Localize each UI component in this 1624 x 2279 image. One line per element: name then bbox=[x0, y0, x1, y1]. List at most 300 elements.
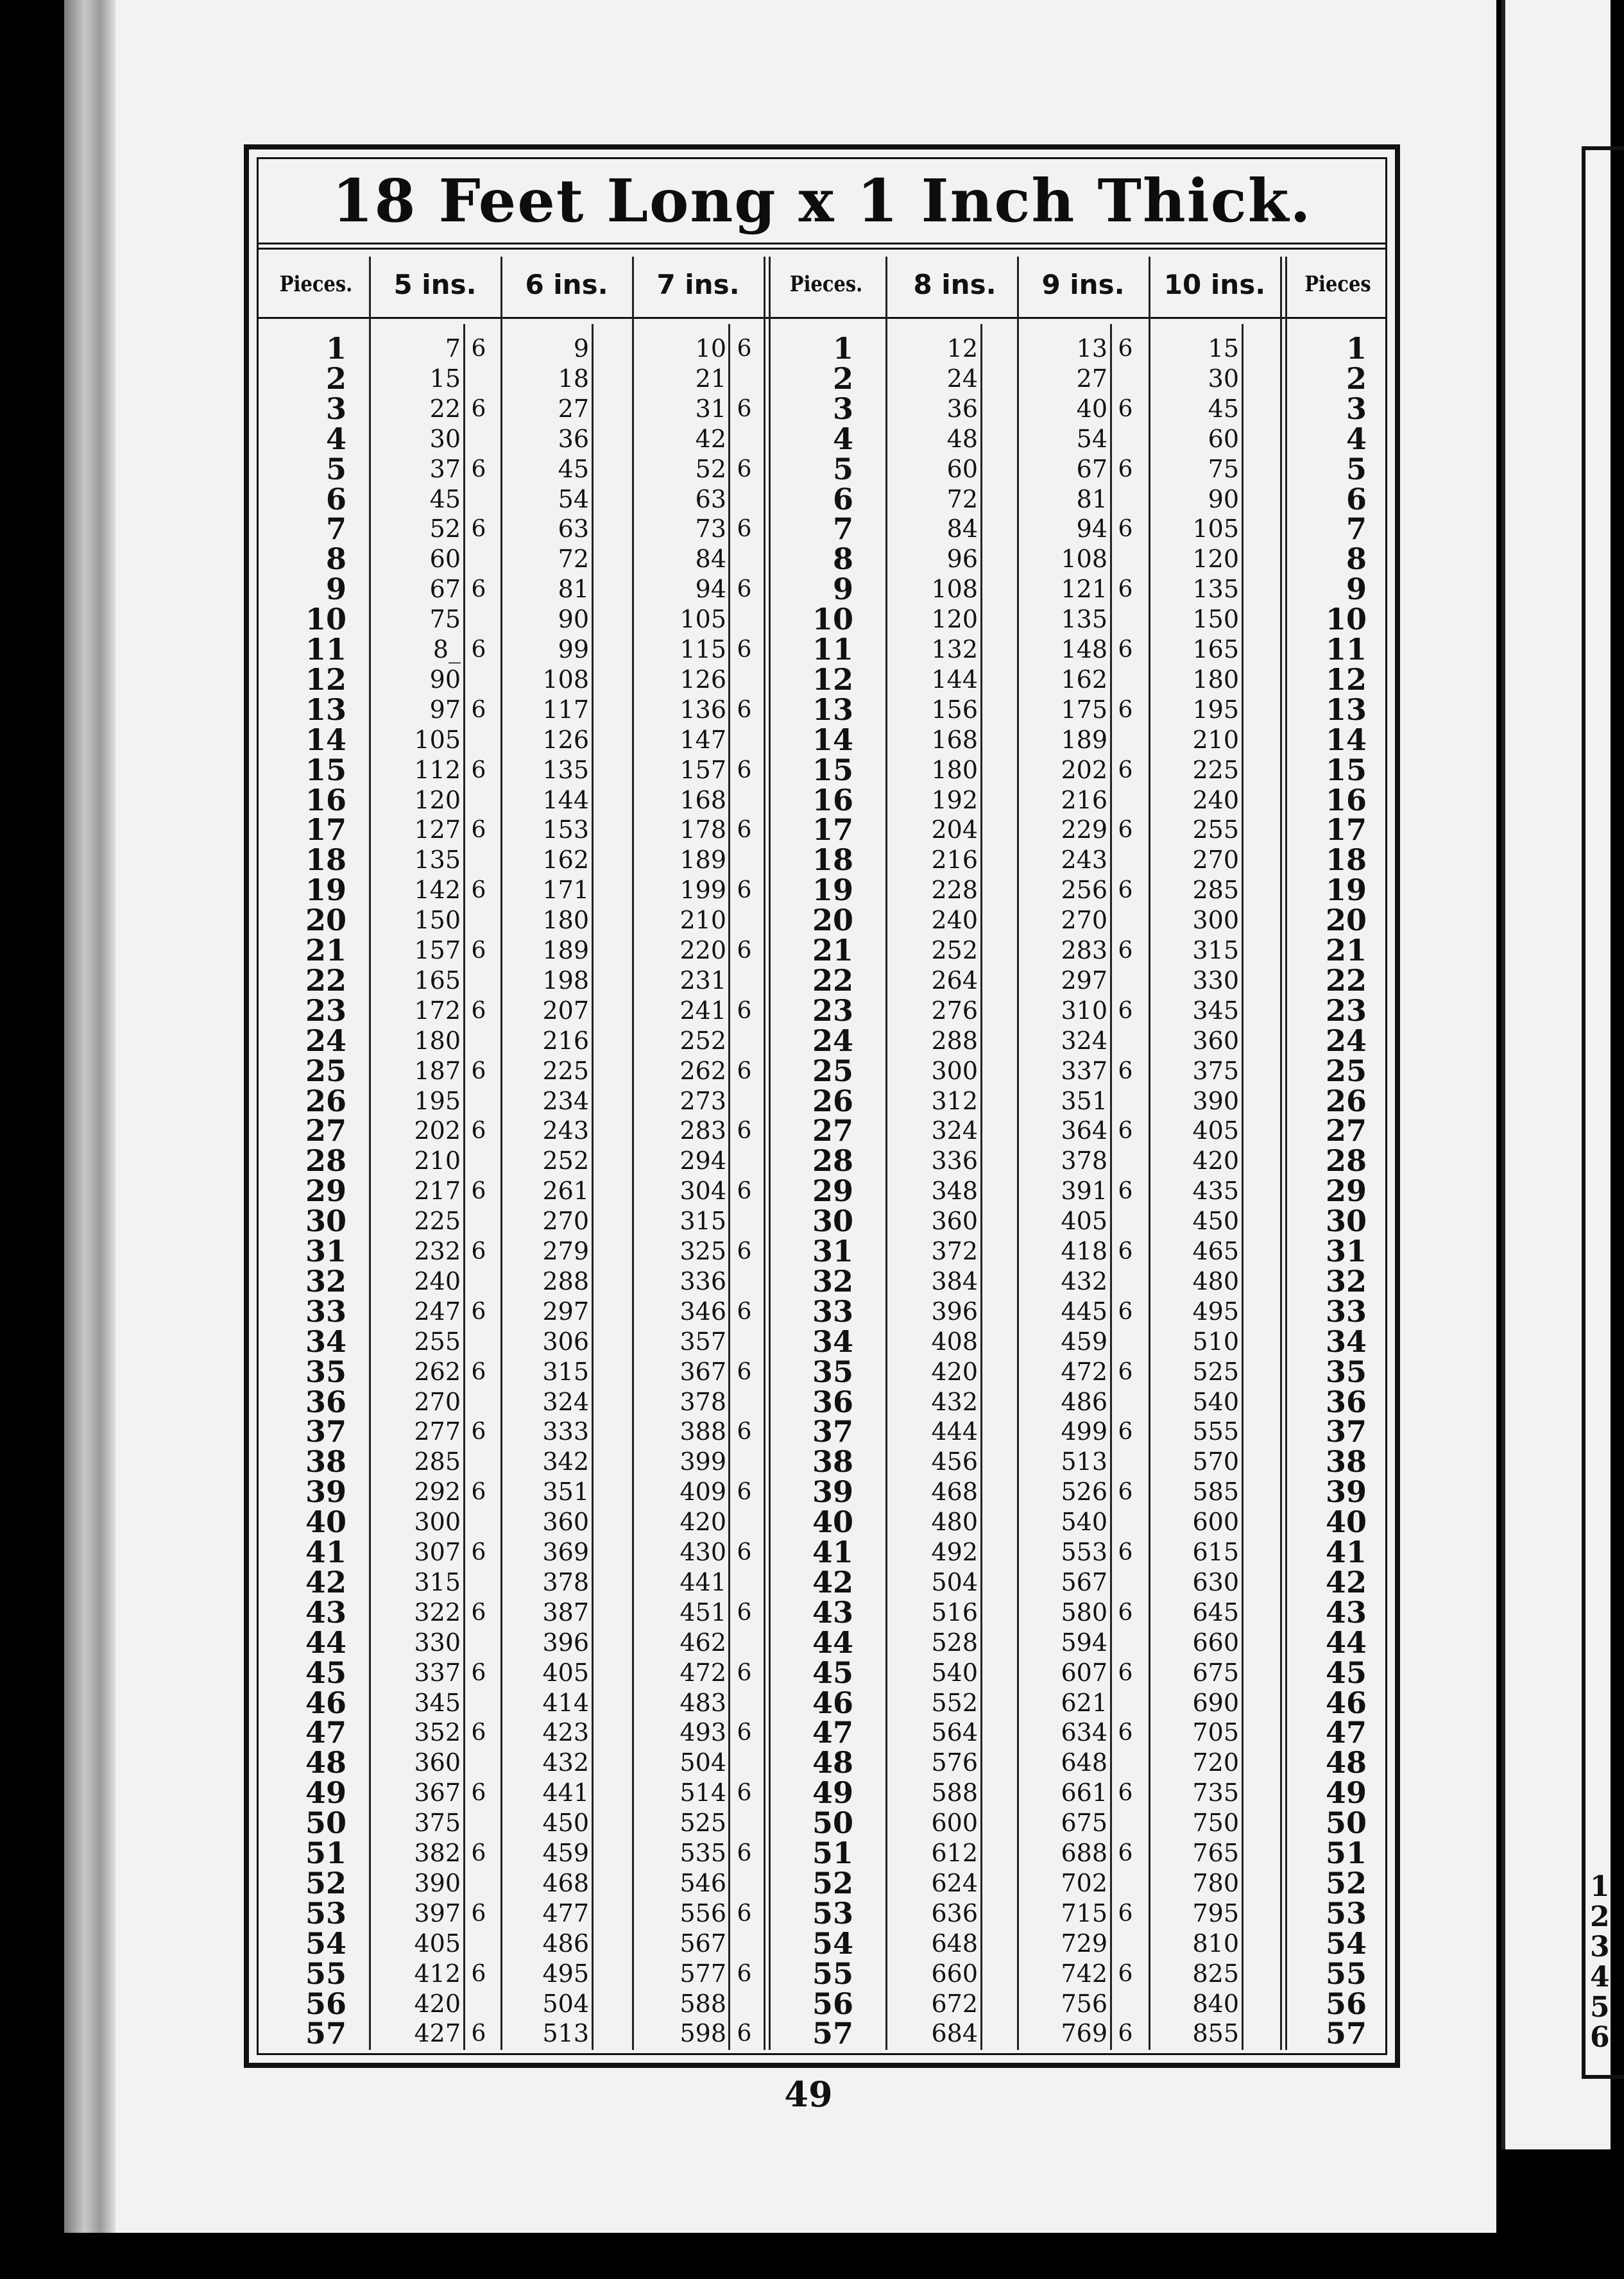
value-5-ins: 210 bbox=[414, 1147, 461, 1175]
header-pieces-3: Pieces bbox=[1304, 271, 1371, 297]
pieces-cell: 13 bbox=[1325, 692, 1367, 727]
value-9-ins: 756 bbox=[1061, 1990, 1107, 2018]
value-6-ins: 441 bbox=[542, 1779, 589, 1807]
value-6-ins: 18 bbox=[558, 364, 589, 393]
value-7-ins: 220 bbox=[680, 936, 726, 964]
value-6-ins: 297 bbox=[542, 1297, 589, 1326]
value-6-ins: 243 bbox=[542, 1116, 589, 1145]
pieces-cell: 48 bbox=[305, 1745, 346, 1780]
half-inch-mark: 6 bbox=[737, 697, 752, 723]
value-10-ins: 165 bbox=[1192, 635, 1239, 663]
half-inch-mark: 6 bbox=[471, 396, 486, 422]
value-8-ins: 288 bbox=[931, 1027, 978, 1055]
value-7-ins: 357 bbox=[680, 1327, 726, 1356]
value-8-ins: 612 bbox=[931, 1839, 978, 1867]
value-7-ins: 598 bbox=[680, 2019, 726, 2047]
pieces-cell: 8 bbox=[325, 542, 346, 576]
half-inch-mark: 6 bbox=[737, 396, 752, 422]
value-10-ins: 780 bbox=[1192, 1869, 1239, 1897]
value-9-ins: 688 bbox=[1061, 1839, 1107, 1867]
value-7-ins: 325 bbox=[680, 1237, 726, 1265]
half-inch-mark: 6 bbox=[471, 1660, 486, 1686]
value-7-ins: 346 bbox=[680, 1297, 726, 1326]
value-8-ins: 516 bbox=[931, 1598, 978, 1626]
pieces-cell: 56 bbox=[1325, 1986, 1367, 2021]
pieces-cell: 53 bbox=[1325, 1896, 1367, 1931]
half-rule bbox=[728, 324, 730, 2050]
value-9-ins: 81 bbox=[1076, 485, 1107, 513]
pieces-cell: 45 bbox=[1325, 1655, 1367, 1690]
value-7-ins: 42 bbox=[695, 425, 726, 453]
value-6-ins: 459 bbox=[542, 1839, 589, 1867]
value-5-ins: 52 bbox=[429, 515, 461, 543]
value-8-ins: 528 bbox=[931, 1628, 978, 1657]
value-8-ins: 84 bbox=[946, 515, 978, 543]
value-9-ins: 499 bbox=[1061, 1417, 1107, 1446]
column-rule bbox=[500, 257, 502, 2050]
value-9-ins: 769 bbox=[1061, 2019, 1107, 2047]
half-inch-mark: 6 bbox=[737, 877, 752, 903]
value-10-ins: 615 bbox=[1192, 1538, 1239, 1566]
value-10-ins: 60 bbox=[1208, 425, 1239, 453]
value-7-ins: 126 bbox=[680, 665, 726, 694]
value-7-ins: 168 bbox=[680, 786, 726, 814]
value-10-ins: 285 bbox=[1192, 876, 1239, 904]
pieces-cell: 15 bbox=[305, 753, 346, 787]
pieces-cell: 32 bbox=[812, 1264, 853, 1299]
half-inch-mark: 6 bbox=[737, 1359, 752, 1385]
value-9-ins: 553 bbox=[1061, 1538, 1107, 1566]
value-5-ins: 75 bbox=[429, 605, 461, 633]
pieces-cell: 5 bbox=[325, 452, 346, 486]
value-5-ins: 8_ bbox=[432, 635, 461, 663]
pieces-cell: 18 bbox=[305, 842, 346, 877]
half-inch-mark: 6 bbox=[737, 1238, 752, 1265]
value-9-ins: 202 bbox=[1061, 756, 1107, 784]
pieces-cell: 46 bbox=[1325, 1686, 1367, 1720]
value-5-ins: 37 bbox=[429, 455, 461, 483]
value-7-ins: 21 bbox=[695, 364, 726, 393]
value-6-ins: 9 bbox=[573, 334, 589, 363]
value-8-ins: 120 bbox=[931, 605, 978, 633]
pieces-cell: 6 bbox=[832, 482, 853, 516]
value-5-ins: 90 bbox=[429, 665, 461, 694]
pieces-cell: 50 bbox=[305, 1805, 346, 1840]
value-6-ins: 180 bbox=[542, 906, 589, 934]
pieces-cell: 19 bbox=[812, 873, 853, 907]
pieces-cell: 5 bbox=[832, 452, 853, 486]
value-6-ins: 423 bbox=[542, 1718, 589, 1746]
header-7-ins: 7 ins. bbox=[656, 268, 740, 300]
pieces-cell: 2 bbox=[325, 361, 346, 396]
value-6-ins: 387 bbox=[542, 1598, 589, 1626]
pieces-cell: 25 bbox=[305, 1054, 346, 1088]
half-inch-mark: 6 bbox=[1118, 1178, 1133, 1204]
pieces-cell: 29 bbox=[812, 1174, 853, 1208]
value-5-ins: 45 bbox=[429, 485, 461, 513]
value-8-ins: 96 bbox=[946, 545, 978, 573]
pieces-cell: 42 bbox=[305, 1565, 346, 1600]
value-9-ins: 364 bbox=[1061, 1116, 1107, 1145]
value-9-ins: 54 bbox=[1076, 425, 1107, 453]
half-inch-mark: 6 bbox=[471, 636, 486, 663]
half-inch-mark: 6 bbox=[737, 817, 752, 843]
value-5-ins: 225 bbox=[414, 1207, 461, 1235]
pieces-cell: 25 bbox=[1325, 1054, 1367, 1088]
value-8-ins: 660 bbox=[931, 1959, 978, 1988]
half-inch-mark: 6 bbox=[471, 1840, 486, 1866]
value-5-ins: 240 bbox=[414, 1267, 461, 1295]
pieces-cell: 20 bbox=[1325, 903, 1367, 937]
value-5-ins: 390 bbox=[414, 1869, 461, 1897]
value-9-ins: 40 bbox=[1076, 395, 1107, 423]
half-rule bbox=[1242, 324, 1244, 2050]
column-rule bbox=[885, 257, 887, 2050]
pieces-cell: 41 bbox=[812, 1535, 853, 1569]
half-inch-mark: 6 bbox=[1118, 1238, 1133, 1265]
value-5-ins: 172 bbox=[414, 996, 461, 1025]
column-rule bbox=[764, 257, 765, 2050]
value-5-ins: 315 bbox=[414, 1568, 461, 1596]
value-9-ins: 27 bbox=[1076, 364, 1107, 393]
value-8-ins: 588 bbox=[931, 1779, 978, 1807]
pieces-cell: 55 bbox=[305, 1956, 346, 1991]
pieces-cell: 23 bbox=[1325, 993, 1367, 1028]
value-7-ins: 462 bbox=[680, 1628, 726, 1657]
pieces-cell: 5 bbox=[1346, 452, 1367, 486]
half-inch-mark: 6 bbox=[737, 998, 752, 1024]
facing-page-number: 3 bbox=[1590, 1931, 1610, 1963]
half-inch-mark: 6 bbox=[737, 757, 752, 783]
pieces-cell: 8 bbox=[1346, 542, 1367, 576]
value-7-ins: 94 bbox=[695, 575, 726, 603]
value-5-ins: 127 bbox=[414, 815, 461, 844]
pieces-cell: 49 bbox=[1325, 1775, 1367, 1810]
half-inch-mark: 6 bbox=[737, 1299, 752, 1325]
value-9-ins: 270 bbox=[1061, 906, 1107, 934]
value-10-ins: 180 bbox=[1192, 665, 1239, 694]
value-7-ins: 157 bbox=[680, 756, 726, 784]
value-10-ins: 270 bbox=[1192, 846, 1239, 874]
value-8-ins: 456 bbox=[931, 1447, 978, 1476]
value-9-ins: 648 bbox=[1061, 1748, 1107, 1777]
half-inch-mark: 6 bbox=[1118, 1359, 1133, 1385]
value-6-ins: 279 bbox=[542, 1237, 589, 1265]
value-7-ins: 367 bbox=[680, 1358, 726, 1386]
value-5-ins: 247 bbox=[414, 1297, 461, 1326]
value-8-ins: 564 bbox=[931, 1718, 978, 1746]
value-6-ins: 144 bbox=[542, 786, 589, 814]
pieces-cell: 17 bbox=[1325, 812, 1367, 847]
value-10-ins: 855 bbox=[1192, 2019, 1239, 2047]
value-5-ins: 322 bbox=[414, 1598, 461, 1626]
value-8-ins: 540 bbox=[931, 1659, 978, 1687]
half-inch-mark: 6 bbox=[1118, 1660, 1133, 1686]
value-10-ins: 810 bbox=[1192, 1929, 1239, 1958]
value-6-ins: 261 bbox=[542, 1177, 589, 1205]
value-6-ins: 54 bbox=[558, 485, 589, 513]
pieces-cell: 23 bbox=[812, 993, 853, 1028]
value-10-ins: 840 bbox=[1192, 1990, 1239, 2018]
value-10-ins: 765 bbox=[1192, 1839, 1239, 1867]
value-8-ins: 192 bbox=[931, 786, 978, 814]
value-9-ins: 297 bbox=[1061, 966, 1107, 994]
page-number: 49 bbox=[784, 2074, 833, 2115]
value-8-ins: 12 bbox=[946, 334, 978, 363]
pieces-cell: 36 bbox=[305, 1385, 346, 1419]
value-6-ins: 36 bbox=[558, 425, 589, 453]
value-5-ins: 420 bbox=[414, 1990, 461, 2018]
value-10-ins: 45 bbox=[1208, 395, 1239, 423]
value-5-ins: 67 bbox=[429, 575, 461, 603]
value-8-ins: 240 bbox=[931, 906, 978, 934]
pieces-cell: 57 bbox=[812, 2016, 853, 2051]
half-inch-mark: 6 bbox=[1118, 2020, 1133, 2047]
value-6-ins: 135 bbox=[542, 756, 589, 784]
value-8-ins: 132 bbox=[931, 635, 978, 663]
value-8-ins: 492 bbox=[931, 1538, 978, 1566]
column-rule bbox=[1280, 257, 1282, 2050]
value-6-ins: 360 bbox=[542, 1508, 589, 1536]
value-7-ins: 199 bbox=[680, 876, 726, 904]
pieces-cell: 35 bbox=[1325, 1354, 1367, 1389]
value-7-ins: 493 bbox=[680, 1718, 726, 1746]
value-6-ins: 63 bbox=[558, 515, 589, 543]
value-7-ins: 315 bbox=[680, 1207, 726, 1235]
value-10-ins: 585 bbox=[1192, 1478, 1239, 1506]
value-8-ins: 276 bbox=[931, 996, 978, 1025]
pieces-cell: 39 bbox=[1325, 1474, 1367, 1509]
pieces-cell: 40 bbox=[305, 1505, 346, 1539]
pieces-cell: 57 bbox=[305, 2016, 346, 2051]
value-6-ins: 468 bbox=[542, 1869, 589, 1897]
pieces-cell: 30 bbox=[305, 1204, 346, 1238]
half-inch-mark: 6 bbox=[1118, 877, 1133, 903]
value-8-ins: 228 bbox=[931, 876, 978, 904]
value-6-ins: 432 bbox=[542, 1748, 589, 1777]
value-9-ins: 445 bbox=[1061, 1297, 1107, 1326]
value-9-ins: 634 bbox=[1061, 1718, 1107, 1746]
value-9-ins: 621 bbox=[1061, 1689, 1107, 1717]
value-5-ins: 195 bbox=[414, 1087, 461, 1115]
header-6-ins: 6 ins. bbox=[525, 268, 608, 300]
half-inch-mark: 6 bbox=[471, 937, 486, 964]
value-10-ins: 420 bbox=[1192, 1147, 1239, 1175]
value-9-ins: 607 bbox=[1061, 1659, 1107, 1687]
half-inch-mark: 6 bbox=[737, 336, 752, 362]
value-10-ins: 825 bbox=[1192, 1959, 1239, 1988]
value-5-ins: 7 bbox=[445, 334, 461, 363]
value-10-ins: 510 bbox=[1192, 1327, 1239, 1356]
value-10-ins: 750 bbox=[1192, 1809, 1239, 1837]
pieces-cell: 47 bbox=[305, 1715, 346, 1750]
value-6-ins: 378 bbox=[542, 1568, 589, 1596]
value-9-ins: 391 bbox=[1061, 1177, 1107, 1205]
value-7-ins: 231 bbox=[680, 966, 726, 994]
pieces-cell: 25 bbox=[812, 1054, 853, 1088]
pieces-cell: 48 bbox=[1325, 1745, 1367, 1780]
value-10-ins: 555 bbox=[1192, 1417, 1239, 1446]
value-9-ins: 121 bbox=[1061, 575, 1107, 603]
value-6-ins: 450 bbox=[542, 1809, 589, 1837]
value-9-ins: 729 bbox=[1061, 1929, 1107, 1958]
half-inch-mark: 6 bbox=[1118, 576, 1133, 602]
value-10-ins: 645 bbox=[1192, 1598, 1239, 1626]
value-6-ins: 198 bbox=[542, 966, 589, 994]
header-9-ins: 9 ins. bbox=[1041, 268, 1125, 300]
value-9-ins: 580 bbox=[1061, 1598, 1107, 1626]
value-7-ins: 525 bbox=[680, 1809, 726, 1837]
half-inch-mark: 6 bbox=[471, 1479, 486, 1505]
book-spine bbox=[64, 0, 115, 2233]
value-7-ins: 262 bbox=[680, 1057, 726, 1085]
pieces-cell: 19 bbox=[1325, 873, 1367, 907]
column-rule bbox=[1285, 257, 1287, 2050]
pieces-cell: 11 bbox=[812, 632, 853, 667]
pieces-cell: 6 bbox=[1346, 482, 1367, 516]
value-5-ins: 157 bbox=[414, 936, 461, 964]
value-8-ins: 420 bbox=[931, 1358, 978, 1386]
value-6-ins: 108 bbox=[542, 665, 589, 694]
value-7-ins: 31 bbox=[695, 395, 726, 423]
value-7-ins: 52 bbox=[695, 455, 726, 483]
half-inch-mark: 6 bbox=[1118, 1720, 1133, 1746]
pieces-cell: 29 bbox=[305, 1174, 346, 1208]
value-5-ins: 217 bbox=[414, 1177, 461, 1205]
value-9-ins: 526 bbox=[1061, 1478, 1107, 1506]
value-5-ins: 255 bbox=[414, 1327, 461, 1356]
value-10-ins: 600 bbox=[1192, 1508, 1239, 1536]
half-inch-mark: 6 bbox=[471, 456, 486, 482]
value-8-ins: 300 bbox=[931, 1057, 978, 1085]
value-8-ins: 72 bbox=[946, 485, 978, 513]
value-6-ins: 45 bbox=[558, 455, 589, 483]
value-10-ins: 195 bbox=[1192, 696, 1239, 724]
value-8-ins: 60 bbox=[946, 455, 978, 483]
value-7-ins: 388 bbox=[680, 1417, 726, 1446]
pieces-cell: 21 bbox=[812, 933, 853, 968]
half-inch-mark: 6 bbox=[471, 1299, 486, 1325]
half-inch-mark: 6 bbox=[737, 1539, 752, 1566]
pieces-cell: 38 bbox=[1325, 1444, 1367, 1479]
value-7-ins: 535 bbox=[680, 1839, 726, 1867]
value-7-ins: 10 bbox=[695, 334, 726, 363]
half-inch-mark: 6 bbox=[737, 1600, 752, 1626]
pieces-cell: 28 bbox=[812, 1143, 853, 1178]
value-7-ins: 304 bbox=[680, 1177, 726, 1205]
pieces-cell: 44 bbox=[1325, 1625, 1367, 1660]
half-inch-mark: 6 bbox=[471, 1359, 486, 1385]
pieces-cell: 32 bbox=[1325, 1264, 1367, 1299]
value-9-ins: 108 bbox=[1061, 545, 1107, 573]
value-9-ins: 148 bbox=[1061, 635, 1107, 663]
half-inch-mark: 6 bbox=[1118, 1539, 1133, 1566]
value-9-ins: 216 bbox=[1061, 786, 1107, 814]
value-5-ins: 427 bbox=[414, 2019, 461, 2047]
pieces-cell: 30 bbox=[812, 1204, 853, 1238]
half-rule bbox=[592, 324, 594, 2050]
value-7-ins: 84 bbox=[695, 545, 726, 573]
value-7-ins: 252 bbox=[680, 1027, 726, 1055]
facing-page-number: 1 bbox=[1590, 1870, 1610, 1903]
half-inch-mark: 6 bbox=[1118, 998, 1133, 1024]
half-inch-mark: 6 bbox=[1118, 1419, 1133, 1445]
pieces-cell: 17 bbox=[305, 812, 346, 847]
value-10-ins: 375 bbox=[1192, 1057, 1239, 1085]
half-inch-mark: 6 bbox=[471, 1720, 486, 1746]
value-8-ins: 504 bbox=[931, 1568, 978, 1596]
value-10-ins: 210 bbox=[1192, 726, 1239, 754]
value-6-ins: 27 bbox=[558, 395, 589, 423]
pieces-cell: 43 bbox=[812, 1595, 853, 1630]
value-7-ins: 147 bbox=[680, 726, 726, 754]
pieces-cell: 10 bbox=[812, 602, 853, 636]
value-7-ins: 189 bbox=[680, 846, 726, 874]
pieces-cell: 36 bbox=[812, 1385, 853, 1419]
value-8-ins: 384 bbox=[931, 1267, 978, 1295]
value-8-ins: 684 bbox=[931, 2019, 978, 2047]
value-10-ins: 720 bbox=[1192, 1748, 1239, 1777]
value-8-ins: 48 bbox=[946, 425, 978, 453]
value-6-ins: 414 bbox=[542, 1689, 589, 1717]
header-rule bbox=[257, 317, 1387, 319]
pieces-cell: 13 bbox=[305, 692, 346, 727]
pieces-cell: 49 bbox=[305, 1775, 346, 1810]
half-inch-mark: 6 bbox=[471, 576, 486, 602]
value-5-ins: 232 bbox=[414, 1237, 461, 1265]
pieces-cell: 24 bbox=[305, 1023, 346, 1058]
half-inch-mark: 6 bbox=[737, 1118, 752, 1144]
value-7-ins: 273 bbox=[680, 1087, 726, 1115]
pieces-cell: 14 bbox=[1325, 722, 1367, 757]
value-8-ins: 432 bbox=[931, 1388, 978, 1416]
pieces-cell: 27 bbox=[812, 1113, 853, 1148]
column-rule bbox=[1017, 257, 1019, 2050]
pieces-cell: 49 bbox=[812, 1775, 853, 1810]
value-9-ins: 567 bbox=[1061, 1568, 1107, 1596]
value-5-ins: 187 bbox=[414, 1057, 461, 1085]
half-inch-mark: 6 bbox=[471, 1600, 486, 1626]
value-8-ins: 180 bbox=[931, 756, 978, 784]
value-9-ins: 702 bbox=[1061, 1869, 1107, 1897]
value-7-ins: 567 bbox=[680, 1929, 726, 1958]
pieces-cell: 31 bbox=[812, 1234, 853, 1268]
pieces-cell: 44 bbox=[812, 1625, 853, 1660]
value-9-ins: 229 bbox=[1061, 815, 1107, 844]
value-7-ins: 283 bbox=[680, 1116, 726, 1145]
value-8-ins: 648 bbox=[931, 1929, 978, 1958]
value-6-ins: 153 bbox=[542, 815, 589, 844]
value-7-ins: 136 bbox=[680, 696, 726, 724]
value-7-ins: 588 bbox=[680, 1990, 726, 2018]
value-5-ins: 142 bbox=[414, 876, 461, 904]
pieces-cell: 45 bbox=[305, 1655, 346, 1690]
value-10-ins: 315 bbox=[1192, 936, 1239, 964]
value-10-ins: 330 bbox=[1192, 966, 1239, 994]
value-7-ins: 294 bbox=[680, 1147, 726, 1175]
value-9-ins: 162 bbox=[1061, 665, 1107, 694]
value-10-ins: 360 bbox=[1192, 1027, 1239, 1055]
value-5-ins: 285 bbox=[414, 1447, 461, 1476]
value-10-ins: 75 bbox=[1208, 455, 1239, 483]
pieces-cell: 29 bbox=[1325, 1174, 1367, 1208]
value-6-ins: 369 bbox=[542, 1538, 589, 1566]
value-5-ins: 135 bbox=[414, 846, 461, 874]
pieces-cell: 3 bbox=[325, 391, 346, 426]
half-inch-mark: 6 bbox=[471, 1419, 486, 1445]
half-inch-mark: 6 bbox=[1118, 817, 1133, 843]
pieces-cell: 16 bbox=[305, 783, 346, 817]
